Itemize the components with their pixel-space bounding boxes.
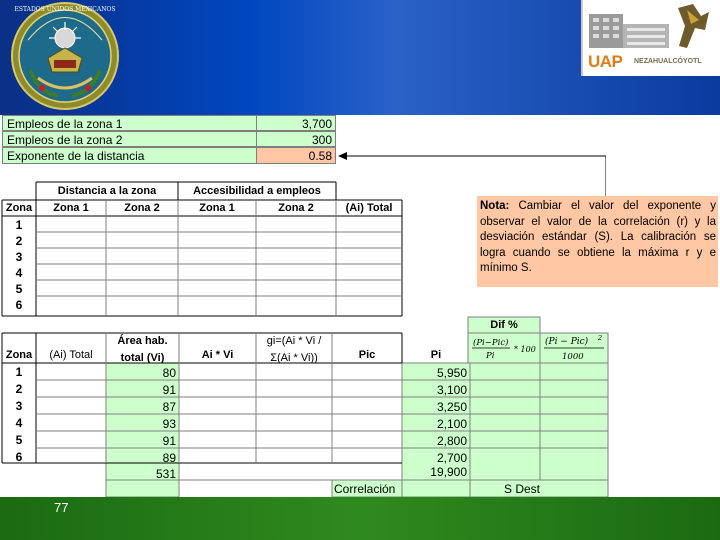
formula-squared	[542, 334, 608, 365]
gi-header-line2: Σ(Ai * Vi))	[270, 351, 318, 364]
area-value-3[interactable]: 87	[162, 400, 176, 414]
area-header-line2: total (Vi)	[120, 351, 165, 364]
t2-zona-1: 1	[15, 365, 23, 379]
area-value-5[interactable]: 91	[162, 434, 176, 448]
pi-value-6[interactable]: 2,700	[436, 451, 467, 465]
t2-zona-2: 2	[15, 382, 23, 396]
param-value-zona1[interactable]: 3,700	[256, 115, 336, 131]
t2-col-header-gi	[256, 335, 332, 364]
pi-value-1[interactable]: 5,950	[436, 366, 467, 380]
formula-dif-render	[470, 336, 542, 362]
param-value-zona2[interactable]: 300	[256, 131, 336, 147]
table1-zona-6: 6	[15, 298, 23, 312]
table1-zona-3: 3	[15, 250, 23, 264]
state-seal-logo	[8, 0, 123, 112]
pi-value-2[interactable]: 3,100	[436, 383, 467, 397]
calibration-note	[477, 196, 718, 287]
uap-logo	[581, 0, 720, 76]
sdest-label: S Dest	[503, 482, 540, 496]
note-text: Cambiar el valor del exponente y observar el valor de la correlación (r) y la desviación estándar (S). La calibración se logra cuando se obtiene la máxima r y e mínimo S.	[480, 200, 716, 274]
svg-text:1000: 1000	[562, 352, 584, 362]
area-value-1[interactable]: 80	[162, 366, 176, 380]
formula-dif	[470, 336, 542, 365]
area-value-2[interactable]: 91	[162, 383, 176, 397]
pi-value-3[interactable]: 3,250	[436, 400, 467, 414]
pi-value-4[interactable]: 2,100	[436, 417, 467, 431]
param-label-exponent: Exponente de la distancia	[2, 147, 257, 164]
param-label-zona1: Empleos de la zona 1	[2, 115, 257, 131]
area-value-6[interactable]: 89	[162, 451, 176, 465]
accessibility-table-grid	[0, 180, 404, 320]
t2-col-header-zona: Zona	[5, 349, 33, 361]
svg-text:Pi: Pi	[486, 351, 495, 361]
t2-zona-3: 3	[15, 399, 23, 413]
area-header-line1: Área hab.	[117, 335, 168, 347]
param-value-exponent[interactable]: 0.58	[256, 147, 336, 164]
t2-zona-6: 6	[15, 450, 23, 464]
col-header-dist-zona1: Zona 1	[53, 202, 89, 214]
page-number: 77	[54, 500, 69, 515]
t2-zona-4: 4	[15, 416, 23, 430]
col-header-dist-zona2: Zona 2	[124, 202, 160, 214]
table1-zona-4: 4	[15, 266, 23, 280]
svg-text:(Pi − Pic): (Pi − Pic)	[545, 337, 589, 347]
slide-footer	[0, 497, 720, 540]
t2-col-header-pi: Pi	[430, 349, 442, 361]
pi-value-5[interactable]: 2,800	[436, 434, 467, 448]
svg-text:2: 2	[598, 334, 603, 342]
building-icon	[583, 0, 720, 52]
t2-col-header-ai-total: (Ai) Total	[49, 349, 93, 361]
gi-header-line1: gi=(Ai * Vi /	[266, 335, 322, 347]
table1-zona-2: 2	[15, 234, 23, 248]
seal-label: ESTADOS UNIDOS MEXICANOS	[14, 6, 116, 13]
uap-logo-subtitle: NEZAHUALCÓYOTL	[634, 58, 702, 65]
table1-zona-1: 1	[15, 218, 23, 232]
t2-zona-5: 5	[15, 433, 23, 447]
group-header-distance: Distancia a la zona	[57, 185, 157, 197]
col-header-zona: Zona	[5, 202, 33, 214]
col-header-ai-total: (Ai) Total	[345, 202, 393, 214]
param-label-zona2: Empleos de la zona 2	[2, 131, 257, 147]
uap-logo-text: UAP	[588, 52, 623, 71]
col-header-dif-pct: Dif %	[490, 319, 518, 331]
area-value-4[interactable]: 93	[162, 417, 176, 431]
t2-col-header-area	[106, 335, 179, 364]
formula-squared-render	[542, 334, 608, 362]
col-header-acc-zona2: Zona 2	[278, 202, 314, 214]
area-total: 531	[155, 467, 176, 481]
t2-col-header-pic: Pic	[358, 349, 376, 361]
note-title: Nota:	[480, 200, 510, 212]
correlacion-label: Correlación	[334, 482, 396, 496]
svg-text:* 100: * 100	[514, 345, 536, 354]
svg-text:(Pi−Pic): (Pi−Pic)	[473, 338, 509, 348]
t2-col-header-aivi: Ai * Vi	[201, 349, 234, 361]
pi-total: 19,900	[430, 465, 467, 479]
group-header-accessibility: Accesibilidad a empleos	[193, 185, 321, 197]
col-header-acc-zona1: Zona 1	[199, 202, 235, 214]
accessibility-table	[0, 180, 404, 320]
table1-zona-5: 5	[15, 282, 23, 296]
population-table	[0, 315, 612, 497]
